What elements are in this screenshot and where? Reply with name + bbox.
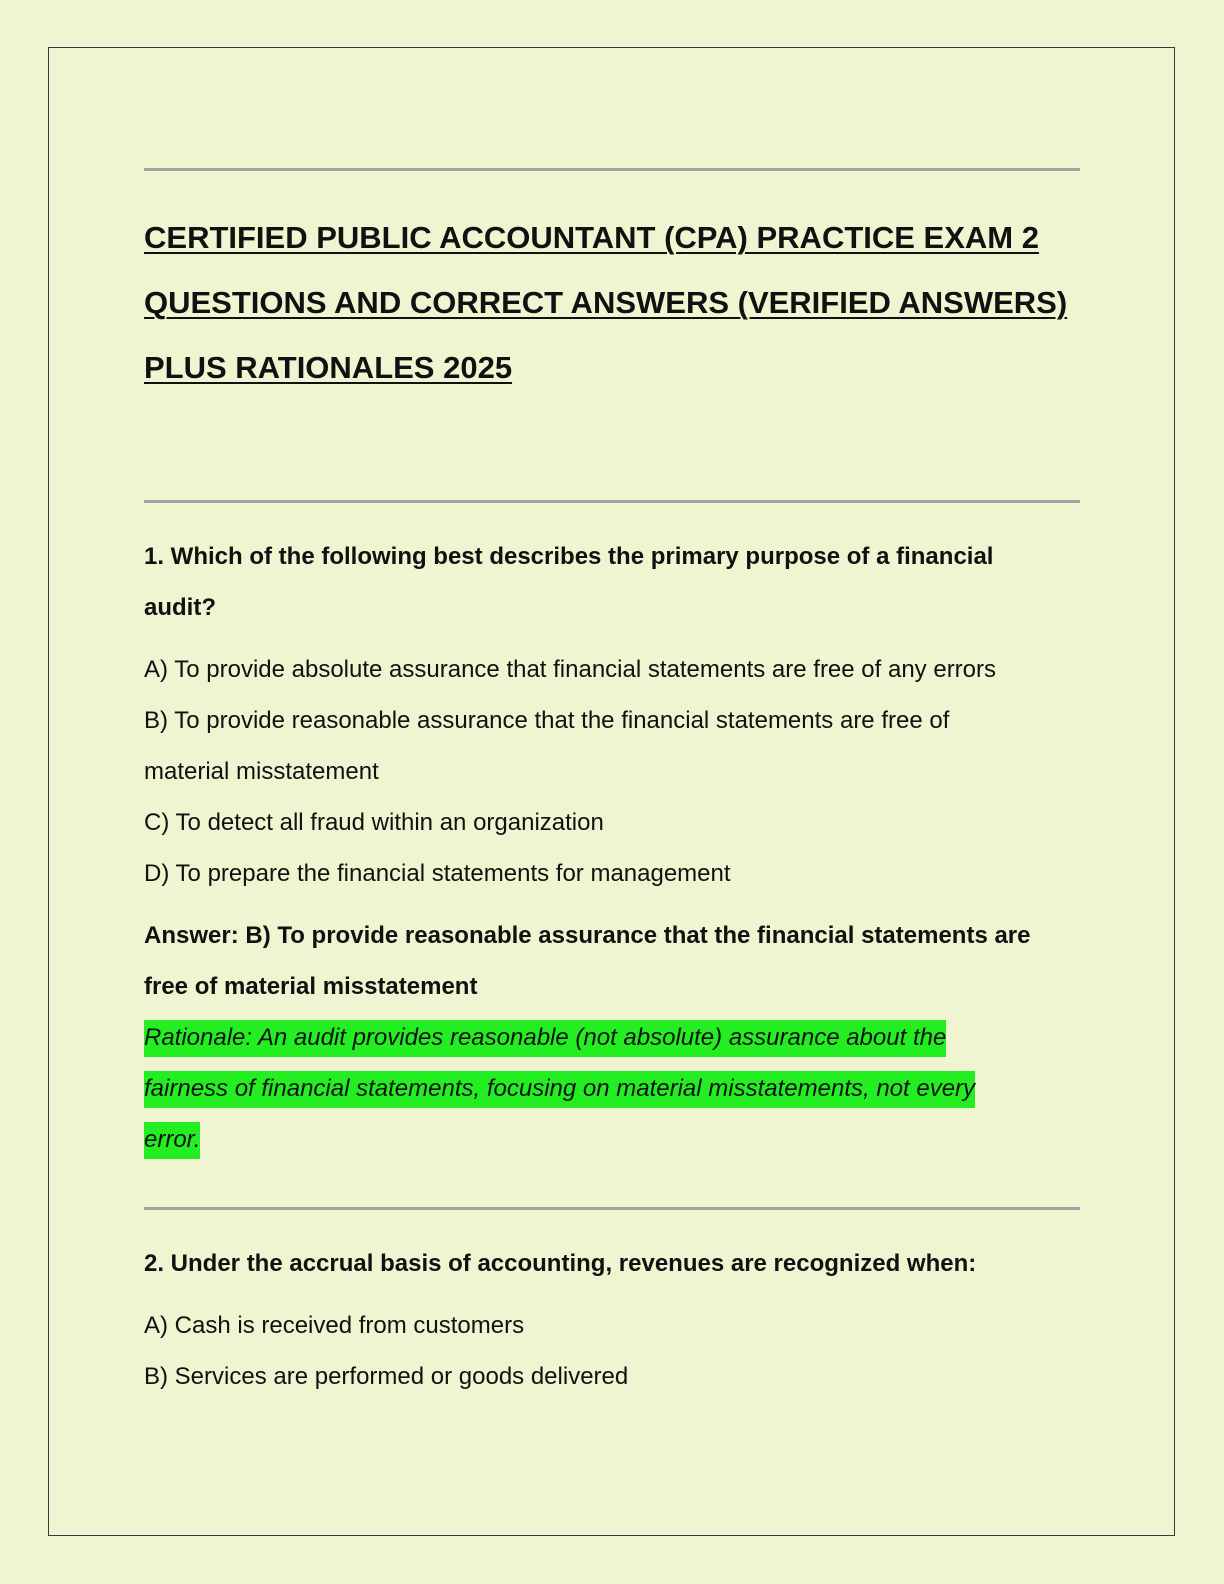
question-2 [144, 1238, 1080, 1402]
divider [144, 1207, 1080, 1210]
option-a: A) Cash is received from customers [144, 1312, 525, 1339]
rationale-line: fairness of financial statements, focusing on material misstatements, not every [144, 1071, 975, 1108]
option-b [144, 695, 1080, 797]
rationale-line: error. [144, 1122, 200, 1159]
title-line: PLUS RATIONALES 2025 [144, 350, 513, 385]
rationale-line: Rationale: An audit provides reasonable (not absolute) assurance about the [144, 1020, 946, 1057]
question-text [144, 531, 1080, 633]
option-b-line: B) To provide reasonable assurance that the financial statements are free of [144, 707, 950, 734]
question-1 [144, 531, 1080, 1165]
option-d: D) To prepare the financial statements for management [144, 860, 731, 887]
title-line: QUESTIONS AND CORRECT ANSWERS (VERIFIED ANSWERS) [144, 285, 1068, 320]
document-title [144, 205, 1080, 400]
answer [144, 910, 1080, 1012]
option-b: B) Services are performed or goods delivered [144, 1363, 629, 1390]
title-line: CERTIFIED PUBLIC ACCOUNTANT (CPA) PRACTICE EXAM 2 [144, 220, 1039, 255]
rationale [144, 1012, 1080, 1165]
answer-line: free of material misstatement [144, 973, 478, 1000]
question-text: 2. Under the accrual basis of accounting, revenues are recognized when: [144, 1250, 977, 1277]
answer-line: Answer: B) To provide reasonable assurance that the financial statements are [144, 922, 1031, 949]
question-text-line: 1. Which of the following best describes the primary purpose of a financial [144, 543, 994, 570]
question-text-line: audit? [144, 594, 216, 621]
divider [144, 168, 1080, 171]
option-c: C) To detect all fraud within an organization [144, 809, 604, 836]
option-b-line: material misstatement [144, 758, 379, 785]
divider [144, 500, 1080, 503]
option-a: A) To provide absolute assurance that financial statements are free of any errors [144, 656, 997, 683]
